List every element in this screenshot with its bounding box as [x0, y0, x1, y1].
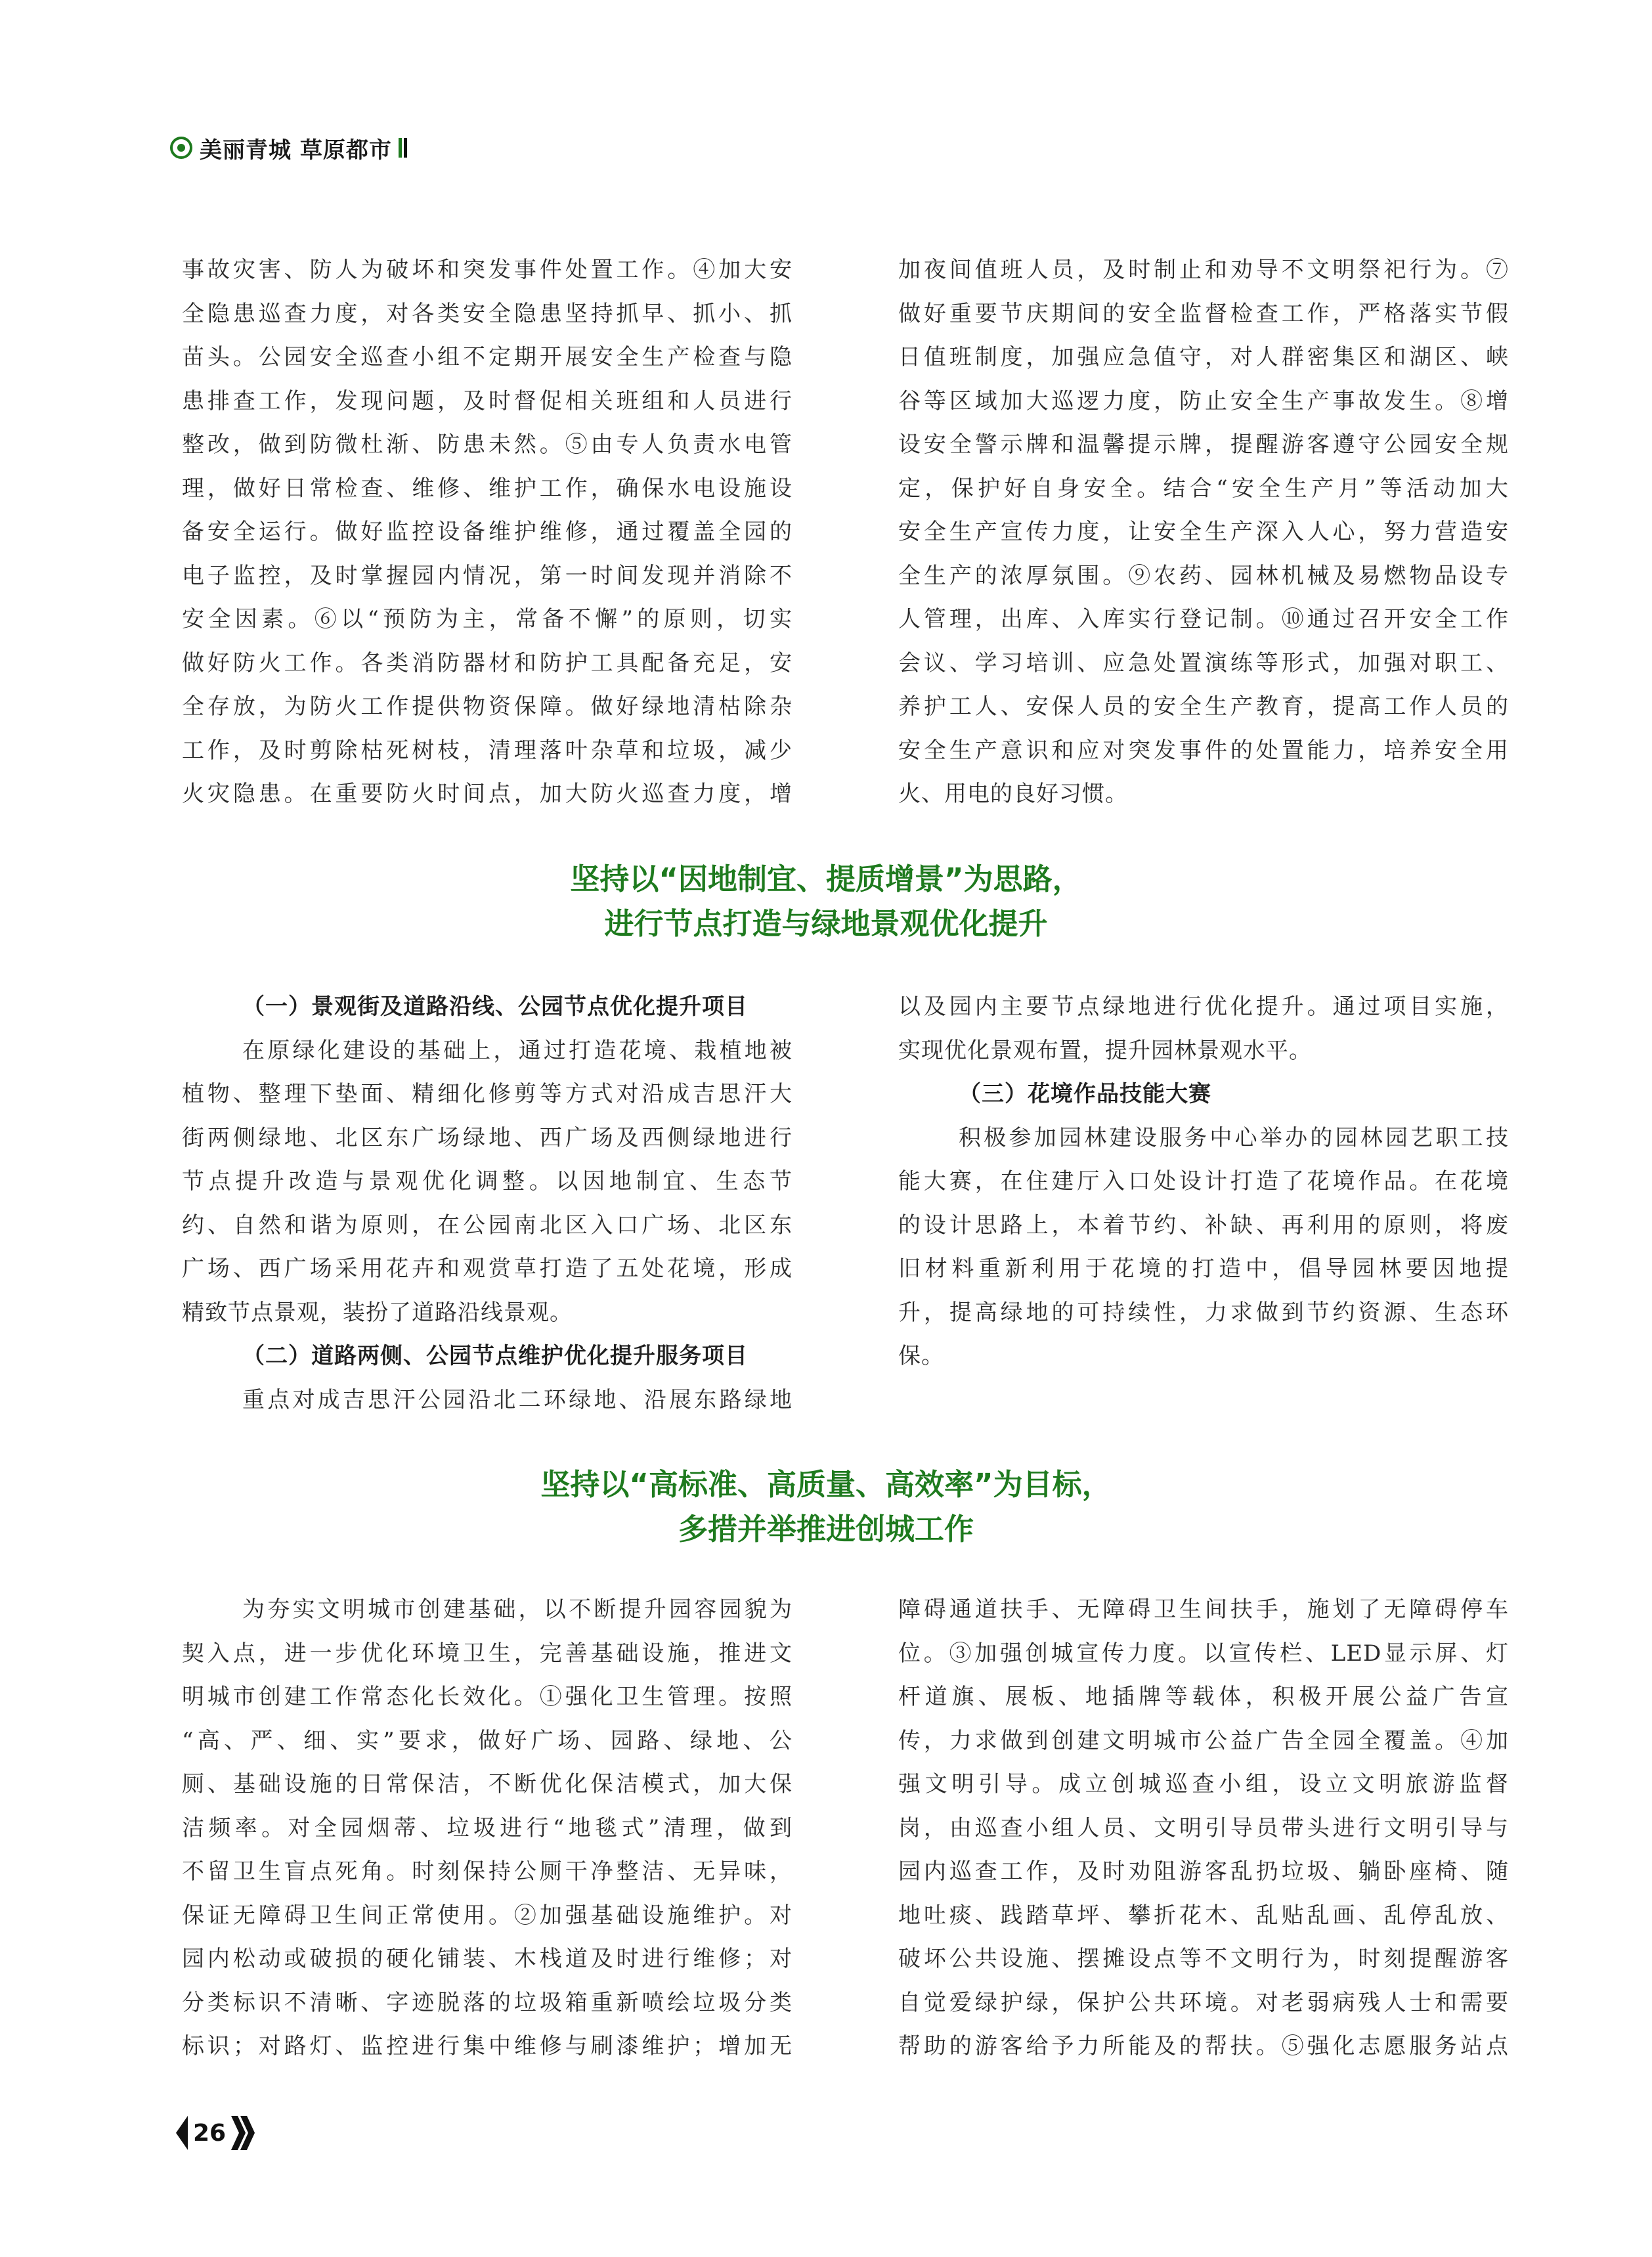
text-line: 重点对成吉思汗公园沿北二环绿地、沿展东路绿地 — [242, 1386, 793, 1413]
text-line: 设安全警示牌和温馨提示牌，提醒游客遵守公园安全规 — [898, 431, 1509, 458]
text-line: 帮助的游客给予力所能及的帮扶。⑤强化志愿服务站点 — [898, 2033, 1509, 2059]
section2-right-column — [898, 985, 1509, 1378]
text-line: 火灾隐患。在重要防火时间点，加大防火巡查力度，增 — [182, 781, 793, 807]
left-chevron-icon — [176, 2116, 188, 2150]
section3-left-column — [182, 1588, 793, 2069]
text-line: 整改，做到防微杜渐、防患未然。⑤由专人负责水电管 — [182, 431, 793, 458]
text-line: 约、自然和谐为原则，在公园南北区入口广场、北区东 — [182, 1212, 793, 1238]
text-line: 分类标识不清晰、字迹脱落的垃圾箱重新喷绘垃圾分类 — [182, 1989, 793, 2016]
text-line: 火、用电的良好习惯。 — [898, 781, 1128, 807]
text-line: 定，保护好自身安全。结合“安全生产月”等活动加大 — [898, 475, 1509, 502]
section2-heading-line2: 进行节点打造与绿地景观优化提升 — [604, 906, 1048, 941]
subheading-3: （三）花境作品技能大赛 — [959, 1081, 1211, 1107]
text-line: 加夜间值班人员，及时制止和劝导不文明祭祀行为。⑦ — [898, 257, 1509, 283]
text-line: 保证无障碍卫生间正常使用。②加强基础设施维护。对 — [182, 1902, 793, 1929]
text-line: 障碍通道扶手、无障碍卫生间扶手，施划了无障碍停车 — [898, 1596, 1509, 1623]
text-line: 标识；对路灯、监控进行集中维修与刷漆维护；增加无 — [182, 2033, 793, 2059]
text-line: 在原绿化建设的基础上，通过打造花境、栽植地被 — [242, 1037, 793, 1064]
section2-heading — [0, 857, 1652, 946]
text-line: 全存放，为防火工作提供物资保障。做好绿地清枯除杂 — [182, 693, 793, 720]
text-line: 保。 — [898, 1343, 944, 1369]
text-line: 人管理，出库、入库实行登记制。⑩通过召开安全工作 — [898, 606, 1509, 632]
text-line: 园内松动或破损的硬化铺装、木栈道及时进行维修；对 — [182, 1946, 793, 1972]
section3-heading-line1: 坚持以“高标准、高质量、高效率”为目标， — [540, 1467, 1112, 1502]
text-line: 做好重要节庆期间的安全监督检查工作，严格落实节假 — [898, 300, 1509, 327]
text-line: 明城市创建工作常态化长效化。①强化卫生管理。按照 — [182, 1684, 793, 1710]
header-bars-icon — [399, 138, 409, 158]
page-number-text: 26 — [193, 2119, 227, 2147]
text-line: 理，做好日常检查、维修、维护工作，确保水电设施设 — [182, 475, 793, 502]
circle-logo-icon — [169, 136, 193, 160]
text-line: 养护工人、安保人员的安全生产教育，提高工作人员的 — [898, 693, 1509, 720]
text-line: 事故灾害、防人为破坏和突发事件处置工作。④加大安 — [182, 257, 793, 283]
text-line: 强文明引导。成立创城巡查小组，设立文明旅游监督 — [898, 1771, 1509, 1797]
text-line: 地吐痰、践踏草坪、攀折花木、乱贴乱画、乱停乱放、 — [898, 1902, 1509, 1929]
text-line: 安全生产宣传力度，让安全生产深入人心，努力营造安 — [898, 519, 1509, 545]
section1-left-column — [182, 248, 793, 816]
magazine-column-title: 美丽青城 草原都市 — [200, 137, 392, 164]
text-line: 患排查工作，发现问题，及时督促相关班组和人员进行 — [182, 387, 793, 414]
section3-right-column — [898, 1588, 1509, 2069]
section2-left-column — [182, 985, 793, 1422]
text-line: 节点提升改造与景观优化调整。以因地制宜、生态节 — [182, 1168, 793, 1194]
running-header — [169, 131, 409, 164]
text-line: 洁频率。对全园烟蒂、垃圾进行“地毯式”清理，做到 — [182, 1814, 793, 1841]
text-line: 安全生产意识和应对突发事件的处置能力，培养安全用 — [898, 737, 1509, 764]
text-line: 苗头。公园安全巡查小组不定期开展安全生产检查与隐 — [182, 344, 793, 370]
text-line: 备安全运行。做好监控设备维护维修，通过覆盖全园的 — [182, 519, 793, 545]
text-line: 厕、基础设施的日常保洁，不断优化保洁模式，加大保 — [182, 1771, 793, 1797]
text-line: 日值班制度，加强应急值守，对人群密集区和湖区、峡 — [898, 344, 1509, 370]
text-line: 精致节点景观，装扮了道路沿线景观。 — [182, 1299, 573, 1326]
text-line: 电子监控，及时掌握园内情况，第一时间发现并消除不 — [182, 562, 793, 589]
text-line: 全隐患巡查力度，对各类安全隐患坚持抓早、抓小、抓 — [182, 300, 793, 327]
section2-heading-line1: 坚持以“因地制宜、提质增景”为思路， — [570, 862, 1082, 896]
text-line: 积极参加园林建设服务中心举办的园林园艺职工技 — [959, 1124, 1509, 1151]
text-line: 升，提高绿地的可持续性，力求做到节约资源、生态环 — [898, 1299, 1509, 1326]
section3-heading-line2: 多措并举推进创城工作 — [678, 1512, 974, 1546]
text-line: 实现优化景观布置，提升园林景观水平。 — [898, 1037, 1312, 1064]
text-line: 街两侧绿地、北区东广场绿地、西广场及西侧绿地进行 — [182, 1124, 793, 1151]
text-line: 能大赛，在住建厅入口处设计打造了花境作品。在花境 — [898, 1168, 1509, 1194]
text-line: 园内巡查工作，及时劝阻游客乱扔垃圾、躺卧座椅、随 — [898, 1858, 1509, 1885]
text-line: 契入点，进一步优化环境卫生，完善基础设施，推进文 — [182, 1640, 793, 1667]
page-number — [176, 2116, 255, 2150]
text-line: 以及园内主要节点绿地进行优化提升。通过项目实施， — [898, 994, 1509, 1020]
text-line: 做好防火工作。各类消防器材和防护工具配备充足，安 — [182, 649, 793, 676]
subheading-1: （一）景观街及道路沿线、公园节点优化提升项目 — [242, 994, 748, 1020]
subheading-2: （二）道路两侧、公园节点维护优化提升服务项目 — [242, 1343, 748, 1369]
text-line: 旧材料重新利用于花境的打造中，倡导园林要因地提 — [898, 1256, 1509, 1282]
right-chevron-icon — [231, 2116, 255, 2150]
text-line: 自觉爱绿护绿，保护公共环境。对老弱病残人士和需要 — [898, 1989, 1509, 2016]
text-line: 杆道旗、展板、地插牌等载体，积极开展公益广告宣 — [898, 1684, 1509, 1710]
text-line: 传，力求做到创建文明城市公益广告全园全覆盖。④加 — [898, 1727, 1509, 1754]
text-line: 安全因素。⑥以“预防为主，常备不懈”的原则，切实 — [182, 606, 793, 632]
text-line: 广场、西广场采用花卉和观赏草打造了五处花境，形成 — [182, 1256, 793, 1282]
section3-heading — [0, 1462, 1652, 1552]
section1-right-column — [898, 248, 1509, 816]
text-line: 为夯实文明城市创建基础，以不断提升园容园貌为 — [242, 1596, 793, 1623]
text-line: 位。③加强创城宣传力度。以宣传栏、LED显示屏、灯 — [898, 1640, 1509, 1667]
text-line: 会议、学习培训、应急处置演练等形式，加强对职工、 — [898, 649, 1509, 676]
text-line: 破坏公共设施、摆摊设点等不文明行为，时刻提醒游客 — [898, 1946, 1509, 1972]
text-line: 全生产的浓厚氛围。⑨农药、园林机械及易燃物品设专 — [898, 562, 1509, 589]
text-line: 不留卫生盲点死角。时刻保持公厕干净整洁、无异味， — [182, 1858, 793, 1885]
text-line: 谷等区域加大巡逻力度，防止安全生产事故发生。⑧增 — [898, 387, 1509, 414]
text-line: “高、严、细、实”要求，做好广场、园路、绿地、公 — [182, 1727, 793, 1754]
text-line: 植物、整理下垫面、精细化修剪等方式对沿成吉思汗大 — [182, 1081, 793, 1107]
text-line: 岗，由巡查小组人员、文明引导员带头进行文明引导与 — [898, 1814, 1509, 1841]
text-line: 的设计思路上，本着节约、补缺、再利用的原则，将废 — [898, 1212, 1509, 1238]
text-line: 工作，及时剪除枯死树枝，清理落叶杂草和垃圾，减少 — [182, 737, 793, 764]
